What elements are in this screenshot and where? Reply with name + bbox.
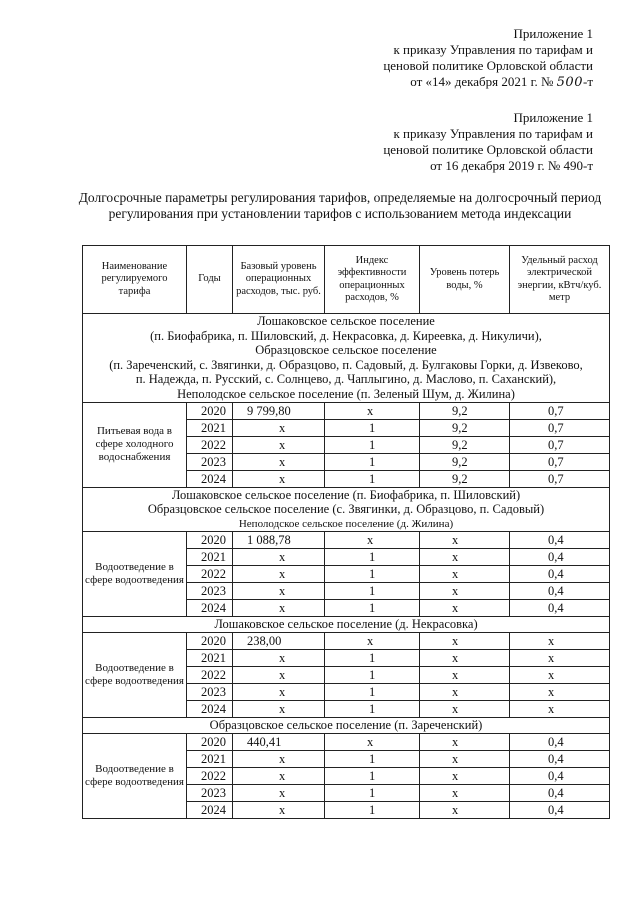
base-level-cell: 9 799,80: [233, 402, 325, 419]
header-line: Приложение 1: [513, 26, 593, 41]
settlement-group-line: Образцовское сельское поселение (п. Зареченский): [209, 717, 483, 732]
energy-consumption-cell: 0,7: [510, 419, 610, 436]
header-line: к приказу Управления по тарифам и: [393, 126, 593, 141]
energy-consumption-cell: 0,4: [510, 750, 610, 767]
water-losses-cell: 9,2: [420, 436, 510, 453]
header-water-losses: Уровень потерь воды, %: [420, 246, 510, 314]
efficiency-index-cell: 1: [325, 801, 420, 818]
settlement-group-row: [83, 617, 610, 633]
efficiency-index-cell: 1: [325, 436, 420, 453]
table-header-row: [83, 246, 610, 314]
header-line: к приказу Управления по тарифам и: [393, 42, 593, 57]
base-level-cell: х: [233, 470, 325, 487]
water-losses-cell: х: [420, 600, 510, 617]
year-cell: 2021: [187, 549, 233, 566]
efficiency-index-cell: 1: [325, 600, 420, 617]
header-date-prefix: от «14» декабря 2021 г. №: [410, 74, 554, 89]
water-losses-cell: х: [420, 733, 510, 750]
order-header-original: [383, 110, 593, 174]
year-cell: 2022: [187, 436, 233, 453]
water-losses-cell: 9,2: [420, 453, 510, 470]
water-losses-cell: 9,2: [420, 402, 510, 419]
base-level-cell: х: [233, 453, 325, 470]
base-level-cell: х: [233, 583, 325, 600]
base-level-cell: х: [233, 683, 325, 700]
base-level-cell: х: [233, 801, 325, 818]
energy-consumption-cell: х: [510, 649, 610, 666]
header-energy-consumption: Удельный расход электрической энергии, кВтч/куб. метр: [510, 246, 610, 314]
year-cell: 2021: [187, 649, 233, 666]
tariff-name-cell: Водоотведение в сфере водоотведения: [83, 733, 187, 818]
year-cell: 2020: [187, 733, 233, 750]
settlement-group-line: Образцовское сельское поселение: [255, 343, 437, 358]
table-row: [83, 402, 610, 419]
efficiency-index-cell: 1: [325, 750, 420, 767]
water-losses-cell: х: [420, 566, 510, 583]
settlement-group-row: [83, 487, 610, 532]
settlement-group-cell: [83, 617, 610, 633]
settlement-group-line: (п. Зареченский, с. Звягинки, д. Образцово, п. Садовый, д. Булгаковы Горки, д. Извеково,: [109, 357, 583, 372]
settlement-group-line: Образцовское сельское поселение (с. Звягинки, д. Образцово, п. Садовый): [147, 502, 545, 517]
tariff-name-cell: Питьевая вода в сфере холодного водоснабжения: [83, 402, 187, 487]
table-row: [83, 632, 610, 649]
efficiency-index-cell: 1: [325, 566, 420, 583]
energy-consumption-cell: х: [510, 632, 610, 649]
year-cell: 2024: [187, 600, 233, 617]
year-cell: 2020: [187, 632, 233, 649]
water-losses-cell: 9,2: [420, 419, 510, 436]
efficiency-index-cell: 1: [325, 419, 420, 436]
base-level-cell: х: [233, 549, 325, 566]
year-cell: 2024: [187, 470, 233, 487]
efficiency-index-cell: х: [325, 632, 420, 649]
water-losses-cell: х: [420, 700, 510, 717]
efficiency-index-cell: 1: [325, 683, 420, 700]
energy-consumption-cell: 0,7: [510, 470, 610, 487]
energy-consumption-cell: 0,4: [510, 583, 610, 600]
efficiency-index-cell: 1: [325, 666, 420, 683]
year-cell: 2023: [187, 453, 233, 470]
efficiency-index-cell: 1: [325, 549, 420, 566]
settlement-group-line: Неполодское сельское поселение (д. Жилина): [238, 517, 454, 530]
water-losses-cell: х: [420, 767, 510, 784]
efficiency-index-cell: х: [325, 532, 420, 549]
water-losses-cell: 9,2: [420, 470, 510, 487]
year-cell: 2021: [187, 419, 233, 436]
header-tariff-name: Наименование регулируемого тарифа: [83, 246, 187, 314]
water-losses-cell: х: [420, 549, 510, 566]
base-level-cell: х: [233, 419, 325, 436]
year-cell: 2023: [187, 784, 233, 801]
table-row: [83, 532, 610, 549]
year-cell: 2020: [187, 532, 233, 549]
energy-consumption-cell: 0,4: [510, 549, 610, 566]
efficiency-index-cell: 1: [325, 583, 420, 600]
header-line: от 16 декабря 2019 г. № 490-т: [430, 158, 593, 173]
energy-consumption-cell: 0,4: [510, 532, 610, 549]
water-losses-cell: х: [420, 532, 510, 549]
settlement-group-line: п. Надежда, п. Русский, с. Солнцево, д. Чаплыгино, д. Маслово, п. Саханский),: [135, 372, 557, 387]
energy-consumption-cell: 0,4: [510, 801, 610, 818]
header-base-level: Базовый уровень операционных расходов, тыс. руб.: [233, 246, 325, 314]
energy-consumption-cell: х: [510, 700, 610, 717]
settlement-group-cell: [83, 487, 610, 532]
header-efficiency-index: Индекс эффективности операционных расходов, %: [325, 246, 420, 314]
header-line: ценовой политике Орловской области: [383, 142, 593, 157]
header-line-date: [383, 74, 593, 91]
water-losses-cell: х: [420, 583, 510, 600]
settlement-group-line: Неполодское сельское поселение (п. Зеленый Шум, д. Жилина): [177, 386, 515, 401]
year-cell: 2023: [187, 683, 233, 700]
base-level-cell: х: [233, 666, 325, 683]
water-losses-cell: х: [420, 649, 510, 666]
energy-consumption-cell: 0,7: [510, 436, 610, 453]
efficiency-index-cell: х: [325, 733, 420, 750]
base-level-cell: х: [233, 566, 325, 583]
header-date-suffix: -т: [582, 74, 593, 89]
tariff-name-cell: Водоотведение в сфере водоотведения: [83, 632, 187, 717]
water-losses-cell: х: [420, 632, 510, 649]
energy-consumption-cell: 0,4: [510, 600, 610, 617]
efficiency-index-cell: 1: [325, 784, 420, 801]
base-level-cell: 1 088,78: [233, 532, 325, 549]
efficiency-index-cell: 1: [325, 470, 420, 487]
header-line: ценовой политике Орловской области: [383, 58, 593, 73]
base-level-cell: х: [233, 700, 325, 717]
efficiency-index-cell: 1: [325, 649, 420, 666]
settlement-group-cell: [83, 314, 610, 403]
efficiency-index-cell: 1: [325, 700, 420, 717]
year-cell: 2023: [187, 583, 233, 600]
base-level-cell: х: [233, 750, 325, 767]
year-cell: 2022: [187, 566, 233, 583]
table-row: [83, 733, 610, 750]
energy-consumption-cell: 0,4: [510, 767, 610, 784]
energy-consumption-cell: х: [510, 683, 610, 700]
water-losses-cell: х: [420, 666, 510, 683]
settlement-group-row: [83, 314, 610, 403]
order-header-current: [383, 26, 593, 91]
settlement-group-line: Лошаковское сельское поселение: [257, 314, 435, 328]
energy-consumption-cell: 0,7: [510, 453, 610, 470]
base-level-cell: х: [233, 767, 325, 784]
base-level-cell: х: [233, 649, 325, 666]
year-cell: 2020: [187, 402, 233, 419]
year-cell: 2024: [187, 700, 233, 717]
header-line: Приложение 1: [513, 110, 593, 125]
energy-consumption-cell: 0,7: [510, 402, 610, 419]
base-level-cell: 440,41: [233, 733, 325, 750]
water-losses-cell: х: [420, 784, 510, 801]
efficiency-index-cell: 1: [325, 767, 420, 784]
year-cell: 2022: [187, 666, 233, 683]
year-cell: 2022: [187, 767, 233, 784]
energy-consumption-cell: 0,4: [510, 733, 610, 750]
handwritten-order-number: 500: [556, 75, 583, 90]
water-losses-cell: х: [420, 801, 510, 818]
settlement-group-line: Лошаковское сельское поселение (д. Некрасовка): [214, 617, 478, 632]
header-years: Годы: [187, 246, 233, 314]
year-cell: 2021: [187, 750, 233, 767]
settlement-group-cell: [83, 717, 610, 733]
year-cell: 2024: [187, 801, 233, 818]
base-level-cell: 238,00: [233, 632, 325, 649]
base-level-cell: х: [233, 600, 325, 617]
efficiency-index-cell: х: [325, 402, 420, 419]
tariff-parameters-table: [82, 245, 610, 819]
energy-consumption-cell: х: [510, 666, 610, 683]
base-level-cell: х: [233, 784, 325, 801]
document-title: Долгосрочные параметры регулирования тарифов, определяемые на долгосрочный период регулирования при установлении тарифов с использованием метода индексации: [78, 190, 602, 221]
base-level-cell: х: [233, 436, 325, 453]
efficiency-index-cell: 1: [325, 453, 420, 470]
energy-consumption-cell: 0,4: [510, 784, 610, 801]
settlement-group-line: Лошаковское сельское поселение (п. Биофабрика, п. Шиловский): [171, 487, 521, 502]
tariff-name-cell: Водоотведение в сфере водоотведения: [83, 532, 187, 617]
water-losses-cell: х: [420, 683, 510, 700]
energy-consumption-cell: 0,4: [510, 566, 610, 583]
water-losses-cell: х: [420, 750, 510, 767]
settlement-group-line: (п. Биофабрика, п. Шиловский, д. Некрасовка, д. Киреевка, д. Никуличи),: [150, 328, 542, 343]
settlement-group-row: [83, 717, 610, 733]
